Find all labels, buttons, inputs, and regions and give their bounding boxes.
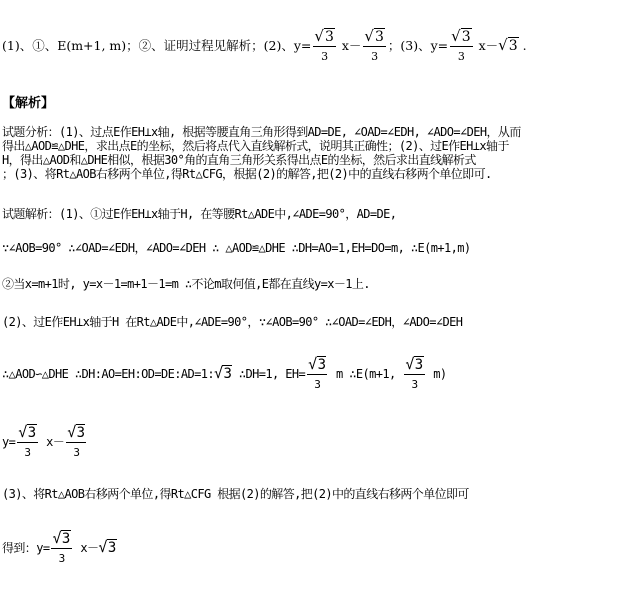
answer-text-4: x－ — [474, 38, 499, 53]
answer-text-2: x－ — [337, 38, 362, 53]
solution-text: x－ — [39, 435, 65, 449]
solution-line-6 — [2, 424, 88, 461]
solution-line-3: ②当x=m+1时, y=x－1=m+1－1=m ∴不论m取何值,E都在直线y=x－1上. — [2, 277, 370, 291]
solution-text: m ∴E(m+1, — [329, 367, 403, 381]
answer-line — [2, 28, 527, 65]
solution-text: 得到：y= — [2, 541, 50, 555]
analysis-heading: 【解析】 — [2, 96, 55, 111]
sqrt3: √3 — [98, 538, 116, 556]
analysis-line-4: ；(3)、将Rt△AOB右移两个单位,得Rt△CFG，根据(2)的解答,把(2)中的直线右移两个单位即可. — [2, 167, 492, 181]
analysis-line-3: H，得出△AOD和△DHE相似，根据30°角的直角三角形关系得出点E的坐标，然后求出直线解析式 — [2, 153, 476, 167]
fraction-sqrt3-over-3: $\frac{√3}{3}$ — [18, 423, 36, 459]
sqrt3: √3 — [214, 364, 232, 382]
fraction-sqrt3-over-3: $\frac{√3}{3}$ — [52, 529, 70, 565]
fraction-sqrt3-over-3: $\frac{√3}{3}$ — [364, 27, 384, 63]
answer-text-1: (1)、①、E(m+1, m)；②、证明过程见解析；(2)、y= — [2, 38, 312, 53]
solution-text: m) — [426, 367, 447, 381]
analysis-line-1: 试题分析：(1)、过点E作EH⊥x轴, 根据等腰直角三角形得到AD=DE, ∠OAD=∠EDH, ∠ADO=∠DEH，从而 — [2, 125, 521, 139]
solution-line-4: (2)、过E作EH⊥x轴于H 在Rt△ADE中,∠ADE=90°，∵∠AOB=90° ∴∠OAD=∠EDH，∠ADO=∠DEH — [2, 315, 463, 329]
solution-text: x－ — [73, 541, 99, 555]
solution-text: ∴DH=1, EH= — [232, 367, 306, 381]
solution-line-7: (3)、将Rt△AOB右移两个单位,得Rt△CFG 根据(2)的解答,把(2)中的直线右移两个单位即可 — [2, 487, 469, 501]
answer-text-5: . — [518, 38, 527, 53]
fraction-sqrt3-over-3: $\frac{√3}{3}$ — [67, 423, 85, 459]
solution-text: y= — [2, 435, 16, 449]
answer-text-3: ；(3)、y= — [387, 38, 449, 53]
fraction-sqrt3-over-3: $\frac{√3}{3}$ — [308, 355, 326, 391]
solution-line-5 — [2, 356, 446, 393]
fraction-sqrt3-over-3: $\frac{√3}{3}$ — [405, 355, 423, 391]
sqrt3: √3 — [498, 36, 518, 54]
fraction-sqrt3-over-3: $\frac{√3}{3}$ — [314, 27, 334, 63]
analysis-line-2: 得出△AOD≌△DHE，求出点E的坐标，然后将点代入直线解析式，说明其正确性；(2)、过E作EH⊥x轴于 — [2, 139, 509, 153]
solution-line-1: 试题解析：(1)、①过E作EH⊥x轴于H, 在等腰Rt△ADE中,∠ADE=90°，AD=DE, — [2, 207, 397, 221]
solution-line-8 — [2, 530, 117, 567]
fraction-sqrt3-over-3: $\frac{√3}{3}$ — [451, 27, 471, 63]
solution-text: ∴△AOD∽△DHE ∴DH:AO=EH:OD=DE:AD=1: — [2, 367, 214, 381]
solution-line-2: ∵∠AOB=90° ∴∠OAD=∠EDH，∠ADO=∠DEH ∴ △AOD≌△DHE ∴DH=AO=1,EH=DO=m, ∴E(m+1,m) — [2, 241, 471, 255]
